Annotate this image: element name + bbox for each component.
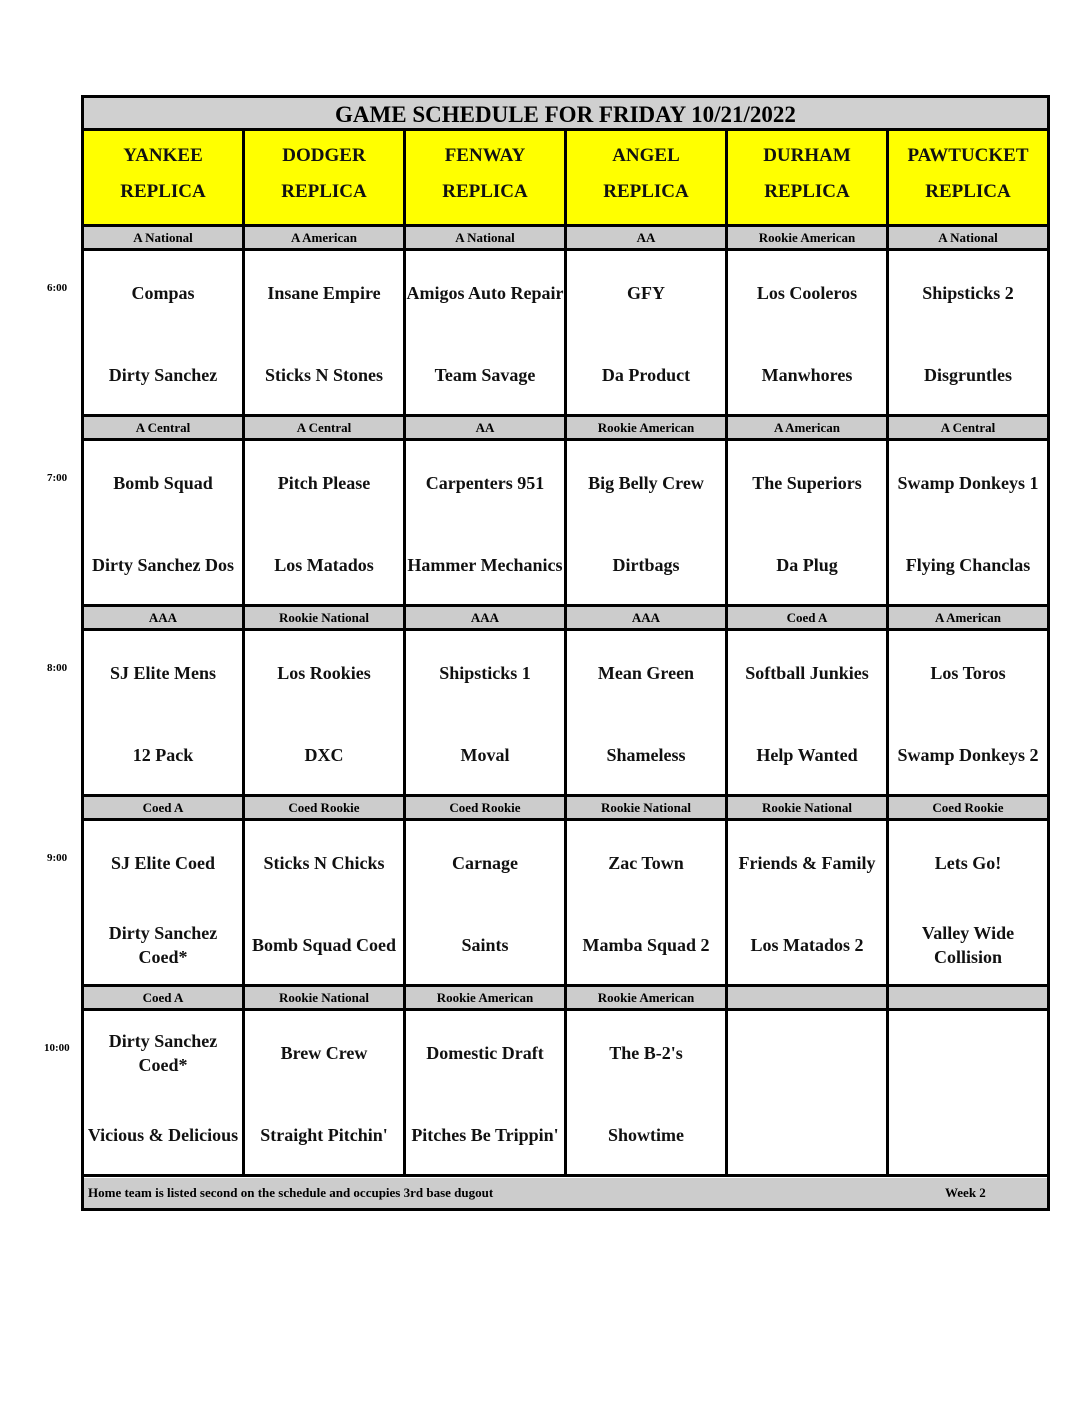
game-cell xyxy=(84,1011,245,1177)
away-team: GFY xyxy=(627,283,665,303)
home-team: Mamba Squad 2 xyxy=(582,935,710,955)
game-cell xyxy=(84,631,245,797)
field-sub: REPLICA xyxy=(764,181,850,202)
division-label: Coed A xyxy=(728,607,889,631)
home-team: Los Matados 2 xyxy=(750,935,864,955)
away-team xyxy=(728,1025,886,1081)
home-team: Saints xyxy=(461,935,509,955)
field-header xyxy=(84,131,245,227)
time-label: 6:00 xyxy=(47,282,68,294)
game-cell xyxy=(84,821,245,987)
away-team: SJ Elite Mens xyxy=(110,663,216,683)
game-cell xyxy=(567,1011,728,1177)
field-sub: REPLICA xyxy=(442,181,528,202)
division-label: A American xyxy=(728,417,889,441)
field-name: DURHAM xyxy=(763,145,851,166)
home-team xyxy=(728,1107,886,1163)
division-label: Rookie National xyxy=(728,797,889,821)
home-team: Valley Wide Collision xyxy=(921,923,1015,967)
schedule-title: GAME SCHEDULE FOR FRIDAY 10/21/2022 xyxy=(84,98,1047,131)
division-row xyxy=(84,797,1047,821)
field-sub: REPLICA xyxy=(281,181,367,202)
home-team: Dirty Sanchez xyxy=(108,365,218,385)
division-label: A National xyxy=(889,227,1047,251)
division-label: Coed A xyxy=(84,987,245,1011)
game-cell xyxy=(889,251,1047,417)
away-team: Pitch Please xyxy=(277,473,371,493)
field-header-row xyxy=(84,131,1047,227)
game-cell xyxy=(728,1011,889,1177)
field-name: DODGER xyxy=(282,145,366,166)
game-row xyxy=(84,1011,1047,1177)
home-team: Help Wanted xyxy=(756,745,858,765)
game-cell xyxy=(406,251,567,417)
field-header xyxy=(406,131,567,227)
away-team: Swamp Donkeys 1 xyxy=(897,473,1039,493)
time-label: 7:00 xyxy=(47,472,68,484)
game-cell xyxy=(84,251,245,417)
away-team: Sticks N Chicks xyxy=(263,853,385,873)
home-team: Bomb Squad Coed xyxy=(251,935,397,955)
game-cell xyxy=(728,631,889,797)
away-team: The Superiors xyxy=(752,473,862,493)
home-team: Manwhores xyxy=(761,365,853,385)
away-team: Bomb Squad xyxy=(113,473,213,493)
division-label: AAA xyxy=(567,607,728,631)
home-team: Straight Pitchin' xyxy=(260,1125,388,1145)
away-team: Shipsticks 2 xyxy=(922,283,1014,303)
home-team: Da Plug xyxy=(776,555,838,575)
home-team: Team Savage xyxy=(434,365,536,385)
division-label: A Central xyxy=(84,417,245,441)
game-cell xyxy=(567,251,728,417)
home-team: 12 Pack xyxy=(132,745,194,765)
division-label: A National xyxy=(406,227,567,251)
game-cell xyxy=(567,631,728,797)
away-team: Amigos Auto Repair xyxy=(406,283,564,303)
away-team: Compas xyxy=(131,283,195,303)
division-label: AA xyxy=(567,227,728,251)
game-cell xyxy=(728,821,889,987)
away-team: Brew Crew xyxy=(280,1043,368,1063)
game-cell xyxy=(406,1011,567,1177)
away-team: Friends & Family xyxy=(738,853,876,873)
home-team xyxy=(889,1107,1047,1163)
home-team: Da Product xyxy=(601,365,691,385)
away-team: Los Rookies xyxy=(277,663,371,683)
away-team: Los Toros xyxy=(930,663,1006,683)
division-label: Rookie National xyxy=(245,987,406,1011)
time-label: 10:00 xyxy=(44,1042,70,1054)
home-team: Pitches Be Trippin' xyxy=(411,1125,559,1145)
division-label: Rookie National xyxy=(245,607,406,631)
home-team: DXC xyxy=(304,745,344,765)
game-row xyxy=(84,251,1047,417)
division-label: Coed Rookie xyxy=(245,797,406,821)
home-team: Los Matados xyxy=(274,555,374,575)
division-label: A National xyxy=(84,227,245,251)
division-label: A American xyxy=(245,227,406,251)
game-cell xyxy=(84,441,245,607)
division-label: Rookie American xyxy=(567,417,728,441)
away-team: Shipsticks 1 xyxy=(439,663,531,683)
game-cell xyxy=(889,441,1047,607)
field-name: YANKEE xyxy=(123,145,203,166)
game-cell xyxy=(728,251,889,417)
division-row xyxy=(84,987,1047,1011)
home-team: Moval xyxy=(460,745,510,765)
field-sub: REPLICA xyxy=(603,181,689,202)
home-team: Sticks N Stones xyxy=(264,365,384,385)
division-row xyxy=(84,227,1047,251)
game-cell xyxy=(245,441,406,607)
home-team: Showtime xyxy=(608,1125,684,1145)
away-team: Insane Empire xyxy=(267,283,381,303)
field-name: ANGEL xyxy=(612,145,680,166)
field-header xyxy=(567,131,728,227)
home-team: Disgruntles xyxy=(923,365,1012,385)
away-team: Mean Green xyxy=(597,663,695,683)
division-label: AAA xyxy=(406,607,567,631)
field-header xyxy=(889,131,1047,227)
field-sub: REPLICA xyxy=(120,181,206,202)
division-label xyxy=(728,987,889,1011)
division-label xyxy=(889,987,1047,1011)
field-name: FENWAY xyxy=(444,145,526,166)
field-name: PAWTUCKET xyxy=(907,145,1029,166)
home-team: Dirtbags xyxy=(612,555,680,575)
game-cell xyxy=(245,251,406,417)
away-team: Zac Town xyxy=(608,853,684,873)
game-cell xyxy=(406,821,567,987)
division-label: Rookie American xyxy=(406,987,567,1011)
time-label: 8:00 xyxy=(47,662,68,674)
division-label: AA xyxy=(406,417,567,441)
division-row xyxy=(84,417,1047,441)
away-team: Big Belly Crew xyxy=(588,473,704,493)
division-label: Coed Rookie xyxy=(406,797,567,821)
game-cell xyxy=(889,631,1047,797)
away-team: SJ Elite Coed xyxy=(110,853,215,873)
home-team: Hammer Mechanics xyxy=(407,555,563,575)
game-cell xyxy=(245,1011,406,1177)
division-label: Rookie American xyxy=(567,987,728,1011)
home-team: Dirty Sanchez Dos xyxy=(92,555,234,575)
game-row xyxy=(84,631,1047,797)
game-row xyxy=(84,441,1047,607)
field-header xyxy=(728,131,889,227)
away-team: Dirty Sanchez Coed* xyxy=(108,1031,218,1075)
game-cell xyxy=(889,821,1047,987)
home-team: Swamp Donkeys 2 xyxy=(897,745,1039,765)
footer-note: Home team is listed second on the schedule and occupies 3rd base dugout xyxy=(88,1185,494,1200)
home-team: Shameless xyxy=(606,745,686,765)
home-team: Flying Chanclas xyxy=(905,555,1031,575)
division-label: A American xyxy=(889,607,1047,631)
away-team: Lets Go! xyxy=(934,853,1002,873)
game-cell xyxy=(728,441,889,607)
schedule-table xyxy=(81,95,1050,1211)
week-label: Week 2 xyxy=(945,1185,986,1200)
away-team xyxy=(889,1025,1047,1081)
game-cell xyxy=(245,631,406,797)
game-cell xyxy=(567,821,728,987)
away-team: Domestic Draft xyxy=(426,1043,544,1063)
home-team: Vicious & Delicious xyxy=(87,1125,239,1145)
division-label: Rookie National xyxy=(567,797,728,821)
field-header xyxy=(245,131,406,227)
field-sub: REPLICA xyxy=(925,181,1011,202)
away-team: Carpenters 951 xyxy=(425,473,545,493)
home-team: Dirty Sanchez Coed* xyxy=(108,923,218,967)
game-cell xyxy=(567,441,728,607)
division-label: Rookie American xyxy=(728,227,889,251)
division-label: A Central xyxy=(245,417,406,441)
game-cell xyxy=(889,1011,1047,1177)
game-cell xyxy=(245,821,406,987)
division-label: AAA xyxy=(84,607,245,631)
division-label: Coed Rookie xyxy=(889,797,1047,821)
game-cell xyxy=(406,441,567,607)
away-team: Softball Junkies xyxy=(745,663,869,683)
division-label: A Central xyxy=(889,417,1047,441)
time-label: 9:00 xyxy=(47,852,68,864)
game-cell xyxy=(406,631,567,797)
division-row xyxy=(84,607,1047,631)
away-team: The B-2's xyxy=(609,1043,683,1063)
away-team: Los Cooleros xyxy=(756,283,858,303)
away-team: Carnage xyxy=(452,853,518,873)
schedule-footer xyxy=(84,1178,1047,1208)
game-row xyxy=(84,821,1047,987)
division-label: Coed A xyxy=(84,797,245,821)
